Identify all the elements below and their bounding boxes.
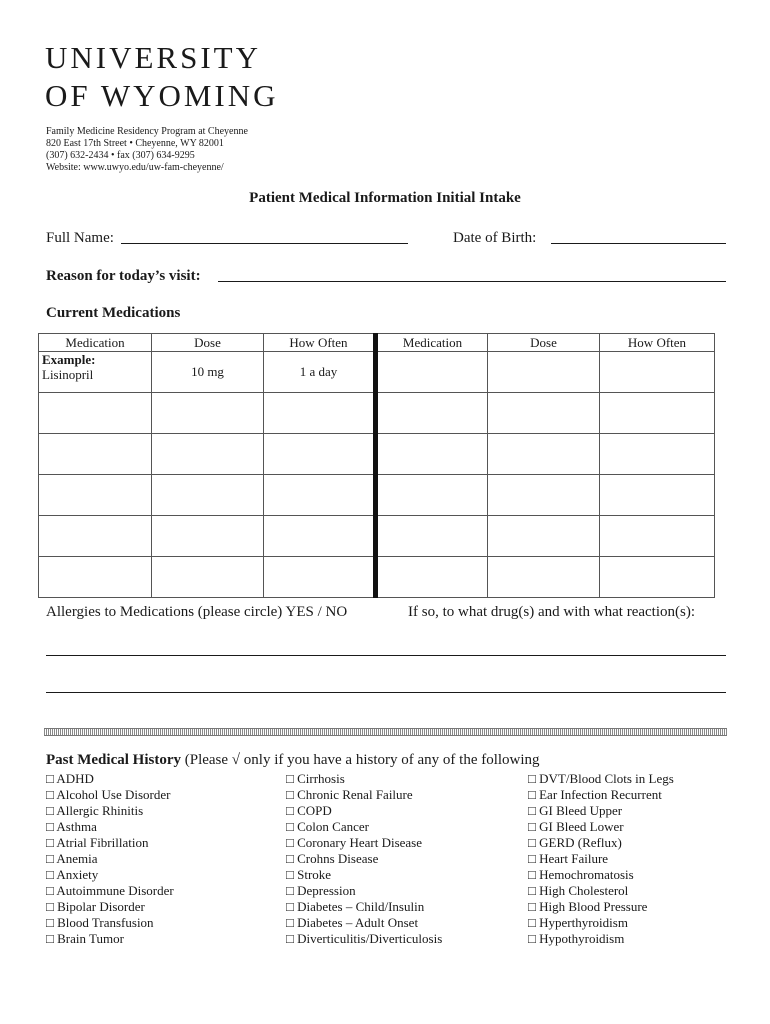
history-item-label: Alcohol Use Disorder xyxy=(53,787,171,802)
dob-field[interactable] xyxy=(551,243,726,244)
history-item-label: Blood Transfusion xyxy=(53,915,154,930)
example-label: Example: xyxy=(42,352,96,367)
history-column-2 xyxy=(286,771,442,947)
history-item xyxy=(46,771,174,787)
current-medications-heading: Current Medications xyxy=(46,305,181,321)
history-item xyxy=(286,931,442,947)
reason-label: Reason for today’s visit: xyxy=(46,268,201,284)
table-cell[interactable] xyxy=(600,352,715,393)
university-logo-line1: UNIVERSITY xyxy=(45,40,261,75)
checkbox-icon[interactable]: □ xyxy=(528,931,536,946)
history-instruction: (Please √ only if you have a history of any of the following xyxy=(184,752,540,768)
history-item xyxy=(46,803,174,819)
table-cell[interactable] xyxy=(488,352,600,393)
table-cell[interactable] xyxy=(376,557,488,598)
checkbox-icon[interactable]: □ xyxy=(286,819,294,834)
checkbox-icon[interactable]: □ xyxy=(46,915,54,930)
history-item-label: Ear Infection Recurrent xyxy=(535,787,662,802)
history-item xyxy=(286,899,442,915)
checkbox-icon[interactable]: □ xyxy=(46,803,54,818)
history-item xyxy=(46,851,174,867)
history-item xyxy=(286,867,442,883)
table-row xyxy=(39,393,715,434)
history-item xyxy=(46,883,174,899)
table-cell[interactable] xyxy=(600,516,715,557)
history-item xyxy=(286,851,442,867)
history-item-label: Diabetes – Child/Insulin xyxy=(293,899,425,914)
header-how-often: How Often xyxy=(264,334,376,352)
table-cell[interactable] xyxy=(600,393,715,434)
table-cell[interactable] xyxy=(376,516,488,557)
history-item-label: Diverticulitis/Diverticulosis xyxy=(293,931,443,946)
history-item xyxy=(528,835,674,851)
history-item xyxy=(286,915,442,931)
checkbox-icon[interactable]: □ xyxy=(528,867,536,882)
header-medication: Medication xyxy=(39,334,152,352)
history-item xyxy=(46,915,174,931)
table-cell[interactable] xyxy=(264,475,376,516)
checkbox-icon[interactable]: □ xyxy=(528,883,536,898)
table-cell[interactable] xyxy=(39,475,152,516)
table-cell[interactable] xyxy=(39,516,152,557)
checkbox-icon[interactable]: □ xyxy=(528,787,536,802)
history-item-label: GI Bleed Lower xyxy=(535,819,624,834)
table-cell[interactable] xyxy=(152,516,264,557)
history-item-label: High Blood Pressure xyxy=(535,899,648,914)
history-item-label: Anemia xyxy=(53,851,98,866)
table-header-row xyxy=(39,334,715,352)
history-item xyxy=(286,835,442,851)
checkbox-icon[interactable]: □ xyxy=(286,899,294,914)
history-item-label: Autoimmune Disorder xyxy=(53,883,174,898)
checkbox-icon[interactable]: □ xyxy=(286,835,294,850)
checkbox-icon[interactable]: □ xyxy=(286,803,294,818)
dob-label: Date of Birth: xyxy=(453,230,537,246)
checkbox-icon[interactable]: □ xyxy=(46,899,54,914)
table-cell[interactable] xyxy=(264,516,376,557)
history-item xyxy=(528,915,674,931)
history-item-label: Allergic Rhinitis xyxy=(53,803,144,818)
table-row xyxy=(39,352,715,393)
header-how-often: How Often xyxy=(600,334,715,352)
history-item xyxy=(528,819,674,835)
history-item-label: Hyperthyroidism xyxy=(535,915,628,930)
history-item-label: Brain Tumor xyxy=(53,931,124,946)
table-cell[interactable] xyxy=(488,393,600,434)
history-item xyxy=(286,883,442,899)
allergies-label: Allergies to Medications (please circle) YES / NO xyxy=(46,604,348,620)
table-cell[interactable] xyxy=(39,393,152,434)
header-dose: Dose xyxy=(488,334,600,352)
table-row xyxy=(39,475,715,516)
history-item xyxy=(46,867,174,883)
table-cell[interactable] xyxy=(39,434,152,475)
checkbox-icon[interactable]: □ xyxy=(46,771,54,786)
history-item xyxy=(528,931,674,947)
history-item-label: Atrial Fibrillation xyxy=(53,835,149,850)
history-item-label: GERD (Reflux) xyxy=(535,835,622,850)
phone-fax: (307) 632-2434 • fax (307) 634-9295 xyxy=(46,150,195,161)
header-medication: Medication xyxy=(376,334,488,352)
checkbox-icon[interactable]: □ xyxy=(286,883,294,898)
history-item-label: Coronary Heart Disease xyxy=(293,835,423,850)
history-item xyxy=(46,835,174,851)
table-cell[interactable] xyxy=(600,434,715,475)
table-cell[interactable] xyxy=(600,557,715,598)
history-item xyxy=(286,787,442,803)
table-cell[interactable] xyxy=(152,557,264,598)
table-cell[interactable] xyxy=(264,434,376,475)
checkbox-icon[interactable]: □ xyxy=(46,883,54,898)
history-column-1 xyxy=(46,771,174,947)
history-item-label: Cirrhosis xyxy=(293,771,345,786)
medications-table xyxy=(38,333,715,598)
table-cell[interactable] xyxy=(39,557,152,598)
table-row xyxy=(39,516,715,557)
history-item xyxy=(286,803,442,819)
history-item-label: Bipolar Disorder xyxy=(53,899,145,914)
table-cell[interactable] xyxy=(488,557,600,598)
history-item-label: Colon Cancer xyxy=(293,819,369,834)
table-cell[interactable] xyxy=(488,516,600,557)
checkbox-icon[interactable]: □ xyxy=(46,787,54,802)
checkbox-icon[interactable]: □ xyxy=(286,787,294,802)
history-item-label: Crohns Disease xyxy=(293,851,379,866)
history-item-label: Diabetes – Adult Onset xyxy=(293,915,419,930)
table-cell[interactable] xyxy=(376,475,488,516)
header-dose: Dose xyxy=(152,334,264,352)
table-cell[interactable] xyxy=(152,393,264,434)
table-cell[interactable] xyxy=(376,434,488,475)
history-item xyxy=(528,771,674,787)
table-row xyxy=(39,557,715,598)
checkbox-icon[interactable]: □ xyxy=(46,931,54,946)
history-heading-text: Past Medical History xyxy=(46,752,181,768)
table-cell[interactable] xyxy=(488,434,600,475)
example-frequency: 1 a day xyxy=(264,352,376,393)
reason-field[interactable] xyxy=(218,281,726,282)
checkbox-icon[interactable]: □ xyxy=(528,771,536,786)
history-item xyxy=(46,931,174,947)
history-item-label: DVT/Blood Clots in Legs xyxy=(535,771,674,786)
example-medication: Lisinopril xyxy=(42,367,94,382)
checkbox-icon[interactable]: □ xyxy=(286,771,294,786)
checkbox-icon[interactable]: □ xyxy=(528,899,536,914)
history-item-label: Hypothyroidism xyxy=(535,931,625,946)
history-item xyxy=(286,819,442,835)
full-name-label: Full Name: xyxy=(46,230,114,246)
university-logo-line2: OF WYOMING xyxy=(45,78,279,113)
history-item-label: COPD xyxy=(293,803,332,818)
checkbox-icon[interactable]: □ xyxy=(528,915,536,930)
table-cell[interactable] xyxy=(600,475,715,516)
history-item xyxy=(286,771,442,787)
allergy-answer-line-1[interactable] xyxy=(46,655,726,656)
checkbox-icon[interactable]: □ xyxy=(528,819,536,834)
table-cell[interactable] xyxy=(488,475,600,516)
website: Website: www.uwyo.edu/uw-fam-cheyenne/ xyxy=(46,162,224,173)
past-medical-history-heading xyxy=(46,752,540,769)
allergy-answer-line-2[interactable] xyxy=(46,692,726,693)
history-item-label: Anxiety xyxy=(53,867,99,882)
street-address: 820 East 17th Street • Cheyenne, WY 82001 xyxy=(46,138,224,149)
table-row xyxy=(39,434,715,475)
full-name-field[interactable] xyxy=(121,243,408,244)
checkbox-icon[interactable]: □ xyxy=(528,835,536,850)
history-item xyxy=(46,787,174,803)
history-item xyxy=(528,803,674,819)
table-cell[interactable] xyxy=(376,393,488,434)
reaction-label: If so, to what drug(s) and with what reaction(s): xyxy=(408,604,696,620)
checkbox-icon[interactable]: □ xyxy=(46,819,54,834)
history-item xyxy=(46,819,174,835)
history-item-label: Depression xyxy=(293,883,356,898)
checkbox-icon[interactable]: □ xyxy=(46,867,54,882)
checkbox-icon[interactable]: □ xyxy=(286,931,294,946)
form-title: Patient Medical Information Initial Intake xyxy=(249,190,521,206)
history-item-label: GI Bleed Upper xyxy=(535,803,623,818)
checkbox-icon[interactable]: □ xyxy=(528,803,536,818)
section-divider xyxy=(44,728,727,736)
checkbox-icon[interactable]: □ xyxy=(528,851,536,866)
checkbox-icon[interactable]: □ xyxy=(286,851,294,866)
example-dose: 10 mg xyxy=(152,352,264,393)
history-item xyxy=(528,787,674,803)
program-name: Family Medicine Residency Program at Cheyenne xyxy=(46,126,248,137)
checkbox-icon[interactable]: □ xyxy=(286,867,294,882)
table-cell[interactable] xyxy=(264,393,376,434)
checkbox-icon[interactable]: □ xyxy=(46,835,54,850)
table-cell[interactable] xyxy=(152,475,264,516)
table-cell[interactable] xyxy=(152,434,264,475)
history-item xyxy=(528,851,674,867)
history-item-label: Stroke xyxy=(293,867,332,882)
history-column-3 xyxy=(528,771,674,947)
history-item xyxy=(528,899,674,915)
history-item xyxy=(46,899,174,915)
history-item-label: Hemochromatosis xyxy=(535,867,634,882)
history-item-label: Chronic Renal Failure xyxy=(293,787,413,802)
history-item-label: ADHD xyxy=(53,771,94,786)
history-item-label: High Cholesterol xyxy=(535,883,629,898)
example-cell xyxy=(39,352,152,393)
history-item xyxy=(528,867,674,883)
table-cell[interactable] xyxy=(264,557,376,598)
table-cell[interactable] xyxy=(376,352,488,393)
history-item-label: Heart Failure xyxy=(535,851,609,866)
history-item-label: Asthma xyxy=(53,819,97,834)
checkbox-icon[interactable]: □ xyxy=(286,915,294,930)
checkbox-icon[interactable]: □ xyxy=(46,851,54,866)
history-item xyxy=(528,883,674,899)
